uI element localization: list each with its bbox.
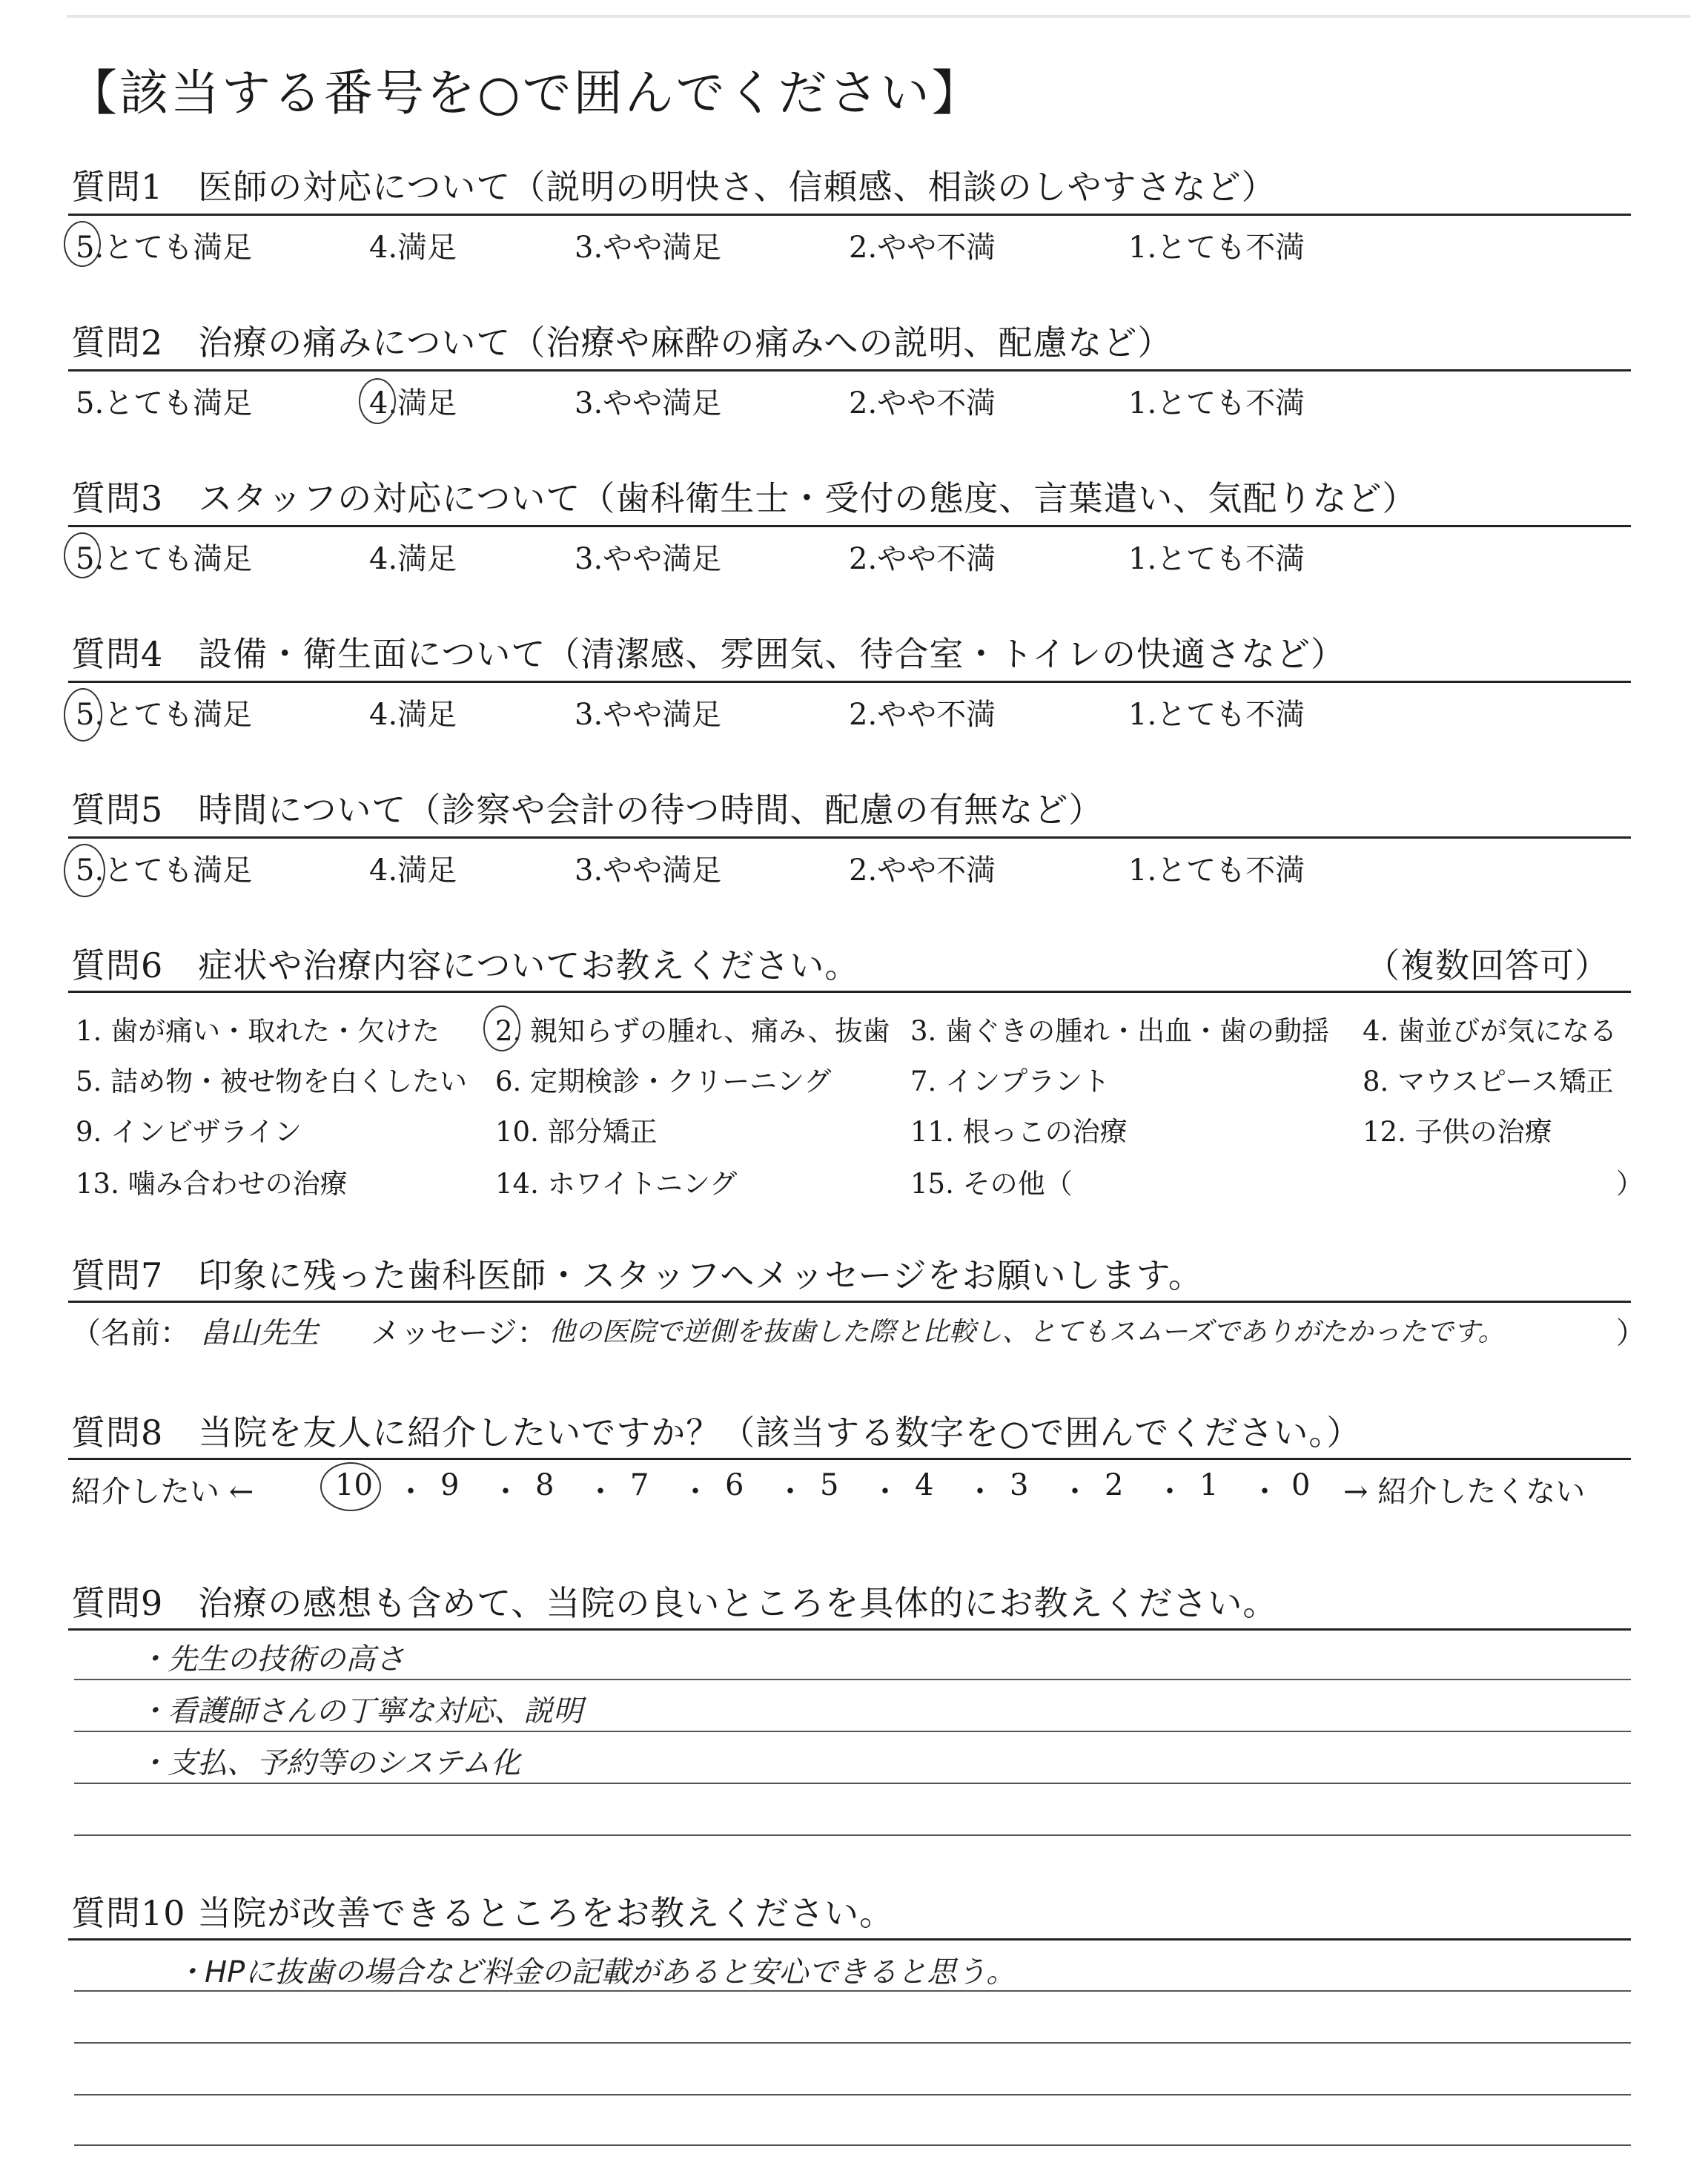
question-4-rule [68, 681, 1631, 683]
q8-scale-1[interactable]: 1 [1199, 1468, 1219, 1502]
q9-answer-2[interactable]: ・看護師さんの丁寧な対応、説明 [138, 1694, 583, 1728]
question-4-title: 質問4 設備・衛生面について（清潔感、雰囲気、待合室・トイレの快適さなど） [71, 634, 1346, 674]
q3-option-2[interactable]: 2.やや不満 [849, 542, 996, 576]
q2-option-3[interactable]: 3.やや満足 [575, 386, 722, 420]
q8-scale-3[interactable]: 3 [1010, 1468, 1029, 1502]
q6-item-6[interactable]: 6. 定期検診・クリーニング [495, 1066, 832, 1097]
q8-scale-dot: ・ [681, 1475, 710, 1509]
q8-scale-6[interactable]: 6 [725, 1468, 744, 1502]
q8-scale-2[interactable]: 2 [1105, 1468, 1124, 1502]
q9-answer-1[interactable]: ・先生の技術の高さ [138, 1642, 405, 1677]
q8-scale-dot: ・ [1155, 1475, 1185, 1509]
q8-scale-0[interactable]: 0 [1291, 1468, 1311, 1502]
q3-option-1[interactable]: 1.とても不満 [1128, 542, 1305, 576]
q8-scale-dot: ・ [775, 1475, 805, 1509]
question-5-title: 質問5 時間について（診察や会計の待つ時間、配慮の有無など） [71, 790, 1104, 830]
q9-answer-3[interactable]: ・支払、予約等のシステム化 [138, 1746, 520, 1780]
q6-item-5[interactable]: 5. 詰め物・被せ物を白くしたい [76, 1066, 468, 1097]
q9-writing-line [74, 1679, 1631, 1680]
q5-selection-circle [64, 844, 105, 897]
q8-scale-dot: ・ [1250, 1475, 1280, 1509]
question-5-rule [68, 836, 1631, 839]
question-3-rule [68, 525, 1631, 527]
q9-writing-line [74, 1834, 1631, 1836]
q6-selection-circle [483, 1005, 520, 1051]
question-8-rule [68, 1458, 1631, 1460]
question-7-rule [68, 1301, 1631, 1303]
q6-item-12[interactable]: 12. 子供の治療 [1363, 1116, 1552, 1148]
question-8-title: 質問8 当院を友人に紹介したいですか？（該当する数字を○で囲んでください。） [71, 1413, 1362, 1453]
question-3-title: 質問3 スタッフの対応について（歯科衛生士・受付の態度、言葉遣い、気配りなど） [71, 478, 1417, 518]
q5-option-2[interactable]: 2.やや不満 [849, 853, 996, 888]
q7-message-label: メッセージ： [371, 1316, 547, 1350]
q7-message-value[interactable]: 他の医院で逆側を抜歯した際と比較し、とてもスムーズでありがたかったです。 [549, 1317, 1505, 1347]
q1-option-3[interactable]: 3.やや満足 [575, 231, 722, 265]
q8-scale-dot: ・ [491, 1475, 520, 1509]
q6-item-14[interactable]: 14. ホワイトニング [495, 1168, 738, 1200]
q1-selection-circle [64, 221, 101, 267]
q8-scale-7[interactable]: 7 [630, 1468, 649, 1502]
q5-option-4[interactable]: 4.満足 [369, 853, 457, 888]
question-2-title: 質問2 治療の痛みについて（治療や麻酔の痛みへの説明、配慮など） [71, 323, 1173, 363]
q6-item-4[interactable]: 4. 歯並びが気になる [1363, 1015, 1618, 1047]
q8-scale-9[interactable]: 9 [440, 1468, 460, 1502]
question-1-rule [68, 214, 1631, 216]
q6-item-2[interactable]: 2. 親知らずの腫れ、痛み、抜歯 [495, 1015, 890, 1047]
q3-selection-circle [64, 532, 101, 578]
q6-item-11[interactable]: 11. 根っこの治療 [910, 1116, 1128, 1148]
question-6-note: （複数回答可） [1366, 945, 1609, 985]
q6-item-1[interactable]: 1. 歯が痛い・取れた・欠けた [76, 1015, 440, 1047]
q8-right-label: → 紹介したくない [1343, 1475, 1586, 1509]
q4-option-3[interactable]: 3.やや満足 [575, 698, 722, 732]
q10-writing-line [74, 2094, 1631, 2095]
q3-option-5[interactable]: 5.とても満足 [76, 542, 253, 576]
q6-item-3[interactable]: 3. 歯ぐきの腫れ・出血・歯の動揺 [910, 1015, 1330, 1047]
question-10-title: 質問10 当院が改善できるところをお教えください。 [71, 1893, 895, 1933]
q3-option-3[interactable]: 3.やや満足 [575, 542, 722, 576]
q8-scale-8[interactable]: 8 [535, 1468, 555, 1502]
q6-item-10[interactable]: 10. 部分矯正 [495, 1116, 658, 1148]
q5-option-3[interactable]: 3.やや満足 [575, 853, 722, 888]
q6-item-13[interactable]: 13. 噛み合わせの治療 [76, 1168, 348, 1200]
q1-option-5[interactable]: 5.とても満足 [76, 231, 253, 265]
q10-writing-line [74, 2144, 1631, 2146]
q9-writing-line [74, 1731, 1631, 1732]
q8-scale-dot: ・ [965, 1475, 995, 1509]
question-9-rule [68, 1628, 1631, 1631]
q8-scale-dot: ・ [1060, 1475, 1090, 1509]
question-9-title: 質問9 治療の感想も含めて、当院の良いところを具体的にお教えください。 [71, 1583, 1278, 1623]
q5-option-1[interactable]: 1.とても不満 [1128, 853, 1305, 888]
q2-option-2[interactable]: 2.やや不満 [849, 386, 996, 420]
q6-item-9[interactable]: 9. インビザライン [76, 1116, 302, 1148]
q7-close-paren: ） [1616, 1316, 1646, 1350]
q2-option-5[interactable]: 5.とても満足 [76, 386, 253, 420]
q8-scale-dot: ・ [396, 1475, 426, 1509]
q4-selection-circle [64, 688, 102, 742]
q8-scale-dot: ・ [870, 1475, 900, 1509]
q1-option-4[interactable]: 4.満足 [369, 231, 457, 265]
q8-left-label: 紹介したい ← [71, 1475, 254, 1509]
top-edge [67, 15, 1690, 18]
q6-item-7[interactable]: 7. インプラント [910, 1066, 1110, 1097]
q4-option-1[interactable]: 1.とても不満 [1128, 698, 1305, 732]
q2-option-4[interactable]: 4.満足 [369, 386, 457, 420]
question-6-rule [68, 991, 1631, 993]
q2-option-1[interactable]: 1.とても不満 [1128, 386, 1305, 420]
q6-item-8[interactable]: 8. マウスピース矯正 [1363, 1066, 1614, 1097]
q5-option-5[interactable]: 5.とても満足 [76, 853, 253, 888]
q8-scale-4[interactable]: 4 [915, 1468, 934, 1502]
page-title: 【該当する番号を○で囲んでください】 [68, 65, 983, 122]
question-1-title: 質問1 医師の対応について（説明の明快さ、信頼感、相談のしやすさなど） [71, 167, 1277, 207]
question-2-rule [68, 369, 1631, 371]
q1-option-2[interactable]: 2.やや不満 [849, 231, 996, 265]
q7-name-value[interactable]: 畠山先生 [200, 1316, 319, 1350]
q4-option-5[interactable]: 5.とても満足 [76, 698, 253, 732]
q8-selection-circle [320, 1462, 381, 1511]
q9-writing-line [74, 1783, 1631, 1784]
q10-answer-1[interactable]: ・HPに抜歯の場合など料金の記載があると安心できると思う。 [175, 1955, 1016, 1989]
q2-selection-circle [359, 378, 396, 424]
q8-scale-5[interactable]: 5 [820, 1468, 839, 1502]
q4-option-4[interactable]: 4.満足 [369, 698, 457, 732]
q3-option-4[interactable]: 4.満足 [369, 542, 457, 576]
q8-scale-10[interactable]: 10 [335, 1468, 373, 1502]
q10-writing-line [74, 2042, 1631, 2044]
question-10-rule [68, 1938, 1631, 1941]
q4-option-2[interactable]: 2.やや不満 [849, 698, 996, 732]
question-6-title: 質問6 症状や治療内容についてお教えください。 [71, 945, 860, 985]
q8-scale-dot: ・ [586, 1475, 615, 1509]
q1-option-1[interactable]: 1.とても不満 [1128, 231, 1305, 265]
question-7-title: 質問7 印象に残った歯科医師・スタッフへメッセージをお願いします。 [71, 1255, 1203, 1295]
q6-item-15-close: ） [1616, 1168, 1644, 1200]
q7-name-label: （名前： [71, 1316, 190, 1350]
q6-item-15[interactable]: 15. その他（ [910, 1168, 1073, 1200]
